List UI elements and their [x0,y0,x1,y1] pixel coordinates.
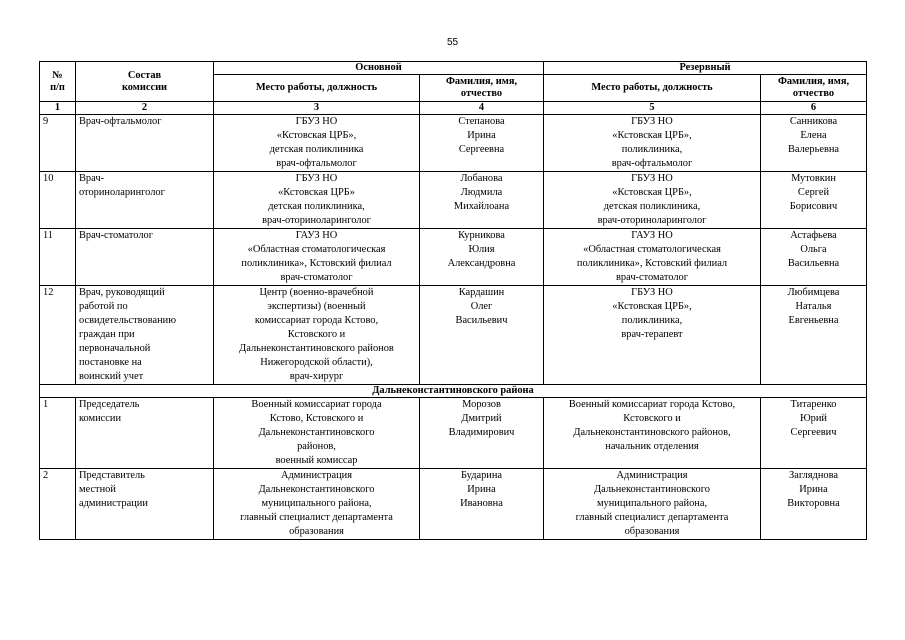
cell-text-line: начальник отделения [605,441,699,452]
cell-text-line: главный специалист департамента [575,512,729,523]
cell-text-line: муниципального района, [261,498,372,509]
row-number: 2 [40,469,76,540]
cell-text-line: Викторовна [787,498,840,509]
cell-text-line: поликлиника», Кстовский филиал [576,258,728,269]
cell-text-line: Дальнеконстантиновского районов, [573,427,731,438]
cell-text-line: Сергеевна [458,144,505,155]
cell-text-line: граждан при [79,329,135,340]
header-reserve-workplace: Место работы, должность [544,75,761,102]
page-number: 55 [446,37,459,48]
cell-text-line: врач-офтальмолог [611,158,693,169]
cell-text-line: врач-хирург [289,371,344,382]
cell-text-line: Юлия [468,244,495,255]
cell-text-line: поликлиника, [621,144,683,155]
cell-text-line: врач-терапевт [621,329,683,340]
row-number: 10 [40,172,76,229]
cell-text-line: Ирина [467,484,496,495]
reserve-workplace-cell [544,172,761,229]
main-name-cell [420,398,544,469]
cell-text-line: Степанова [458,116,505,127]
cell-text-line: ГБУЗ НО [295,116,338,127]
cell-text-line: Ирина [799,484,828,495]
column-number: 3 [214,102,420,115]
cell-text-line: «Кстовская ЦРБ» [278,187,355,198]
cell-text-line: поликлиника», Кстовский филиал [241,258,392,269]
cell-text-line: Олег [470,301,493,312]
cell-text-line: «Областная стоматологическая [247,244,386,255]
role-cell [76,469,214,540]
main-name-cell [420,469,544,540]
cell-text-line: Военный комиссариат города [251,399,382,410]
cell-text-line: Дальнеконстантиновского [258,484,375,495]
cell-text-line: детская поликлиника [269,144,364,155]
cell-text-line: ГАУЗ НО [631,230,673,241]
cell-text-line: воинский учет [79,371,144,382]
cell-text-line: Ольга [800,244,827,255]
cell-text-line: Санникова [789,116,838,127]
reserve-name-cell [761,469,867,540]
table-row [40,398,867,469]
column-number: 2 [76,102,214,115]
reserve-workplace-cell [544,286,761,385]
cell-text-line: Кстовского и [623,413,681,424]
header-reserve-group: Резервный [544,62,867,75]
cell-text-line: «Кстовская ЦРБ», [612,187,692,198]
cell-text-line: Морозов [462,399,501,410]
cell-text-line: «Областная стоматологическая [583,244,721,255]
cell-text-line: детская поликлиника, [268,201,365,212]
column-number: 6 [761,102,867,115]
cell-text-line: ГБУЗ НО [295,173,338,184]
table-row [40,172,867,229]
main-name-cell [420,229,544,286]
cell-text-line: главный специалист департамента [240,512,393,523]
cell-text-line: Людмила [460,187,503,198]
table-row [40,229,867,286]
section-body [40,385,867,398]
row-number: 1 [40,398,76,469]
cell-text-line: Мутовкин [791,173,836,184]
cell-text-line: «Кстовская ЦРБ», [612,130,692,141]
row-number: 12 [40,286,76,385]
cell-text-line: Врач- [79,173,105,184]
cell-text-line: Наталья [795,301,832,312]
main-workplace-cell [214,172,420,229]
main-workplace-cell [214,286,420,385]
cell-text-line: Борисович [789,201,838,212]
cell-text-line: поликлиника, [621,315,683,326]
header-reserve-fullname: Фамилия, имя, отчество [761,75,867,102]
header-composition: Состав комиссии [76,62,214,102]
role-cell [76,115,214,172]
cell-text-line: врач-стоматолог [280,272,353,283]
cell-text-line: администрации [79,498,148,509]
cell-text-line: оториноларинголог [79,187,165,198]
cell-text-line: Михайлоана [453,201,510,212]
reserve-workplace-cell [544,115,761,172]
cell-text-line: Дальнеконстантиновского районов [239,343,394,354]
cell-text-line: врач-офтальмолог [276,158,357,169]
cell-text-line: Лобанова [460,173,503,184]
cell-text-line: освидетельствованию [79,315,176,326]
cell-text-line: образования [289,526,344,537]
cell-text-line: Сергеевич [790,427,837,438]
cell-text-line: Врач, руководящий [79,287,165,298]
cell-text-line: военный комиссар [275,455,358,466]
role-cell [76,229,214,286]
cell-text-line: Астафьева [790,230,837,241]
role-cell [76,398,214,469]
cell-text-line: «Кстовская ЦРБ», [276,130,357,141]
cell-text-line: Администрация [280,470,353,481]
cell-text-line: ГБУЗ НО [631,116,673,127]
column-number: 1 [40,102,76,115]
main-name-cell [420,172,544,229]
cell-text-line: Бударина [460,470,503,481]
row-number: 11 [40,229,76,286]
main-workplace-cell [214,469,420,540]
main-workplace-cell [214,229,420,286]
header-main-workplace: Место работы, должность [214,75,420,102]
cell-text-line: ГБУЗ НО [631,287,673,298]
cell-text-line: Врач-офтальмолог [79,116,162,127]
column-number: 5 [544,102,761,115]
cell-text-line: Елена [800,130,827,141]
cell-text-line: Курникова [458,230,505,241]
cell-text-line: Дальнеконстантиновского [258,427,375,438]
cell-text-line: образования [624,526,680,537]
main-name-cell [420,115,544,172]
cell-text-line: Центр (военно-врачебной [259,287,374,298]
table-row [40,286,867,385]
table-body-part1 [40,102,867,385]
column-number-row [40,102,867,115]
header-main-fullname: Фамилия, имя, отчество [420,75,544,102]
cell-text-line: первоначальной [79,343,151,354]
cell-text-line: комиссариат города Кстово, [254,315,379,326]
cell-text-line: детская поликлиника, [603,201,701,212]
cell-text-line: Кстово, Кстовского и [269,413,364,424]
cell-text-line: Председатель [79,399,140,410]
cell-text-line: Нижегородской области), [260,357,373,368]
cell-text-line: Любимцева [787,287,840,298]
cell-text-line: муниципального района, [596,498,708,509]
cell-text-line: Владимирович [448,427,515,438]
cell-text-line: «Кстовская ЦРБ», [612,301,692,312]
cell-text-line: Врач-стоматолог [79,230,153,241]
cell-text-line: работой по [79,301,128,312]
cell-text-line: Представитель [79,470,145,481]
cell-text-line: постановке на [79,357,142,368]
section-row [40,385,867,398]
cell-text-line: Юрий [800,413,827,424]
table-body-part2 [40,398,867,540]
section-title: Дальнеконстантиновского района [40,385,867,398]
header-number: № п/п [40,62,76,102]
cell-text-line: Ирина [467,130,496,141]
role-cell [76,286,214,385]
cell-text-line: Александровна [447,258,516,269]
main-workplace-cell [214,115,420,172]
cell-text-line: Кардашин [458,287,505,298]
cell-text-line: Евгеньевна [788,315,839,326]
reserve-name-cell [761,115,867,172]
reserve-name-cell [761,286,867,385]
commission-table [39,61,867,540]
cell-text-line: Дальнеконстантиновского [594,484,710,495]
cell-text-line: Ивановна [460,498,503,509]
cell-text-line: Загляднова [789,470,838,481]
cell-text-line: местной [79,484,116,495]
cell-text-line: экспертизы) (военный [267,301,366,312]
table-row [40,115,867,172]
reserve-name-cell [761,229,867,286]
column-number: 4 [420,102,544,115]
reserve-name-cell [761,398,867,469]
cell-text-line: ГБУЗ НО [631,173,673,184]
main-workplace-cell [214,398,420,469]
cell-text-line: Кстовского и [287,329,346,340]
cell-text-line: врач-оториноларинголог [262,215,371,226]
cell-text-line: Титаренко [790,399,837,410]
cell-text-line: Васильевна [787,258,840,269]
cell-text-line: Валерьевна [787,144,840,155]
cell-text-line: комиссии [79,413,121,424]
reserve-name-cell [761,172,867,229]
table-row [40,469,867,540]
cell-text-line: Васильевич [455,315,508,326]
cell-text-line: врач-стоматолог [616,272,688,283]
cell-text-line: врач-оториноларинголог [597,215,707,226]
reserve-workplace-cell [544,229,761,286]
reserve-workplace-cell [544,469,761,540]
header-main-group: Основной [214,62,544,75]
role-cell [76,172,214,229]
cell-text-line: районов, [297,441,336,452]
reserve-workplace-cell [544,398,761,469]
cell-text-line: Сергей [797,187,830,198]
main-name-cell [420,286,544,385]
cell-text-line: ГАУЗ НО [295,230,338,241]
row-number: 9 [40,115,76,172]
cell-text-line: Дмитрий [461,413,502,424]
cell-text-line: Военный комиссариат города Кстово, [568,399,736,410]
cell-text-line: Администрация [616,470,688,481]
